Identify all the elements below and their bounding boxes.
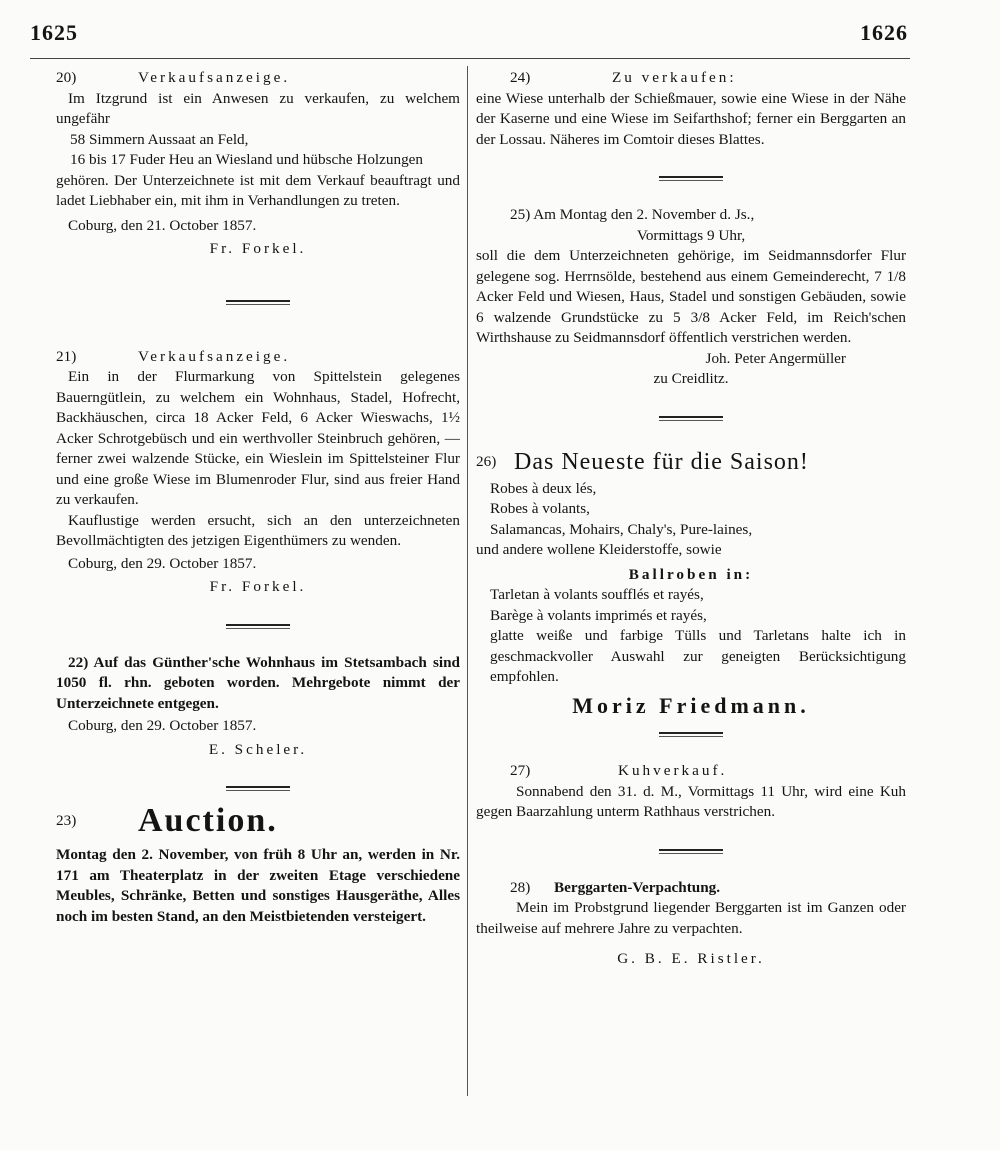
ad-list-item: Robes à deux lés, — [490, 479, 597, 497]
ad-body: glatte weiße und farbige Tülls und Tarletans halte ich in geschmackvoller Auswahl zur geneigten Berücksichtigung empfohlen. — [490, 627, 906, 685]
ad-body-line: Vormittags 9 Uhr, — [636, 226, 746, 244]
ad-signature: Fr. Forkel. — [209, 240, 307, 257]
ad-list-item: Barège à volants imprimés et rayés, — [490, 606, 707, 624]
ad-signature: Joh. Peter Angermüller — [705, 349, 846, 367]
ad-number: 26) — [476, 452, 497, 470]
ad-body-line: 16 bis 17 Fuder Heu an Wiesland und hübsche Holzungen — [70, 151, 423, 168]
page-number-right: 1626 — [860, 20, 908, 45]
left-column — [56, 68, 460, 927]
separator — [659, 176, 723, 181]
ad-22 — [56, 653, 460, 761]
ad-25 — [476, 205, 906, 390]
ad-title: Auction. — [138, 802, 278, 839]
ad-body: Kauflustige werden ersucht, sich an den unterzeichneten Bevollmächtigten des jetzigen Eigenthümers zu wenden. — [56, 511, 460, 549]
ad-list-item: Robes à volants, — [490, 500, 590, 517]
ad-body-line: 58 Simmern Aussaat an Feld, — [70, 130, 249, 148]
page-number-left: 1625 — [30, 20, 78, 45]
ad-number: 20) — [56, 69, 77, 86]
ad-signature: E. Scheler. — [208, 740, 308, 758]
ad-26 — [476, 445, 906, 717]
ad-number: 27) — [510, 762, 531, 779]
ad-subtitle: Ballroben in: — [628, 565, 754, 583]
ad-body: Ein in der Flurmarkung von Spittelstein gelegenes Bauerngütlein, zu welchem ein Wohnhaus, Stadel, Hofrecht, Backhäuschen, circa 18 Acker Feld, 6 Acker Wieswachs, 1½ Acker Schrotgebüsch und ein werthvoller Steinbruch gehören, — ferner zwei walzende Stücke, ein Wieslein im Spittelsteiner Flur und eine große Wiese im Blumenroder Flur, sind aus freier Hand zu verkaufen. — [56, 368, 460, 508]
ad-list-item: Salamancas, Mohairs, Chaly's, Pure-laines, — [490, 520, 753, 538]
ad-body-line: 25) Am Montag den 2. November d. Js., — [510, 206, 755, 223]
ad-signature-place: zu Creidlitz. — [653, 370, 729, 387]
ad-body: Sonnabend den 31. d. M., Vormittags 11 Uhr, wird eine Kuh gegen Baarzahlung unterm Rathhaus verstrichen. — [476, 782, 906, 820]
ad-title: Verkaufsanzeige. — [138, 69, 291, 86]
ad-28 — [476, 878, 906, 970]
separator — [659, 416, 723, 421]
ad-title: Berggarten-Verpachtung. — [554, 878, 721, 896]
ad-27 — [476, 761, 906, 823]
separator — [226, 786, 290, 791]
header-rule — [30, 58, 910, 59]
ad-number: 24) — [510, 69, 531, 86]
ad-title: Zu verkaufen: — [612, 69, 737, 86]
ad-place-date: Coburg, den 21. October 1857. — [68, 216, 257, 234]
ad-signature: Fr. Forkel. — [209, 578, 307, 595]
ad-list-item: und andere wollene Kleiderstoffe, sowie — [476, 541, 722, 558]
ad-20 — [56, 68, 460, 260]
ad-list-item: Tarletan à volants soufflés et rayés, — [490, 586, 704, 603]
ad-24 — [476, 68, 906, 150]
ad-21 — [56, 347, 460, 598]
column-divider — [467, 66, 468, 1096]
ad-number: 23) — [56, 812, 77, 829]
ad-body: 22) Auf das Günther'sche Wohnhaus im Stetsambach sind 1050 fl. rhn. geboten worden. Mehrgebote nimmt der Unterzeichnete entgegen. — [56, 653, 460, 712]
ad-title: Das Neueste für die Saison! — [514, 448, 809, 475]
ad-body: gehören. Der Unterzeichnete ist mit dem Verkauf beauftragt und ladet Liebhaber ein, mit ihm in Verhandlungen zu treten. — [56, 171, 460, 209]
ad-body: Montag den 2. November, von früh 8 Uhr an, werden in Nr. 171 am Theaterplatz in der zweiten Etage verschiedene Meubles, Schränke, Betten und sonstiges Hausgeräthe, Alles noch im besten Stand, an den Meistbietenden versteigert. — [56, 846, 460, 925]
separator — [659, 732, 723, 737]
ad-title: Kuhverkauf. — [618, 762, 728, 779]
separator — [659, 849, 723, 854]
ad-23 — [56, 801, 460, 927]
ad-signature: Moriz Friedmann. — [572, 692, 810, 718]
ad-title: Verkaufsanzeige. — [138, 347, 291, 365]
ad-place-date: Coburg, den 29. October 1857. — [68, 717, 257, 734]
ad-place-date: Coburg, den 29. October 1857. — [68, 554, 257, 572]
right-column — [476, 68, 906, 970]
ad-body: Mein im Probstgrund liegender Berggarten ist im Ganzen oder theilweise auf mehrere Jahre zu verpachten. — [476, 899, 906, 937]
ad-signature: G. B. E. Ristler. — [617, 950, 765, 967]
separator — [226, 300, 290, 305]
ad-body: eine Wiese unterhalb der Schießmauer, sowie eine Wiese in der Nähe der Kaserne und eine Wiese im Seifarthshof; ferner ein Berggarten an der Lossau. Näheres im Comtoir dieses Blattes. — [476, 89, 906, 148]
ad-body: soll die dem Unterzeichneten gehörige, im Seidmannsdorfer Flur gelegene sog. Herrnsölde, bestehend aus einem Gemeinderecht, 7 1/8 Acker Feld und Wiesen, Haus, Stadel und sonstigen Gebäuden, sowie 6 walzende Grundstücke zu 5 3/8 Acker Feld, im Reich'schen Wirthshause zu Seidmannsdorf öffentlich verstrichen werden. — [476, 247, 906, 346]
ad-body: Im Itzgrund ist ein Anwesen zu verkaufen, zu welchem ungefähr — [56, 89, 460, 127]
ad-number: 28) — [510, 878, 531, 896]
separator — [226, 624, 290, 629]
ad-number: 21) — [56, 347, 77, 365]
